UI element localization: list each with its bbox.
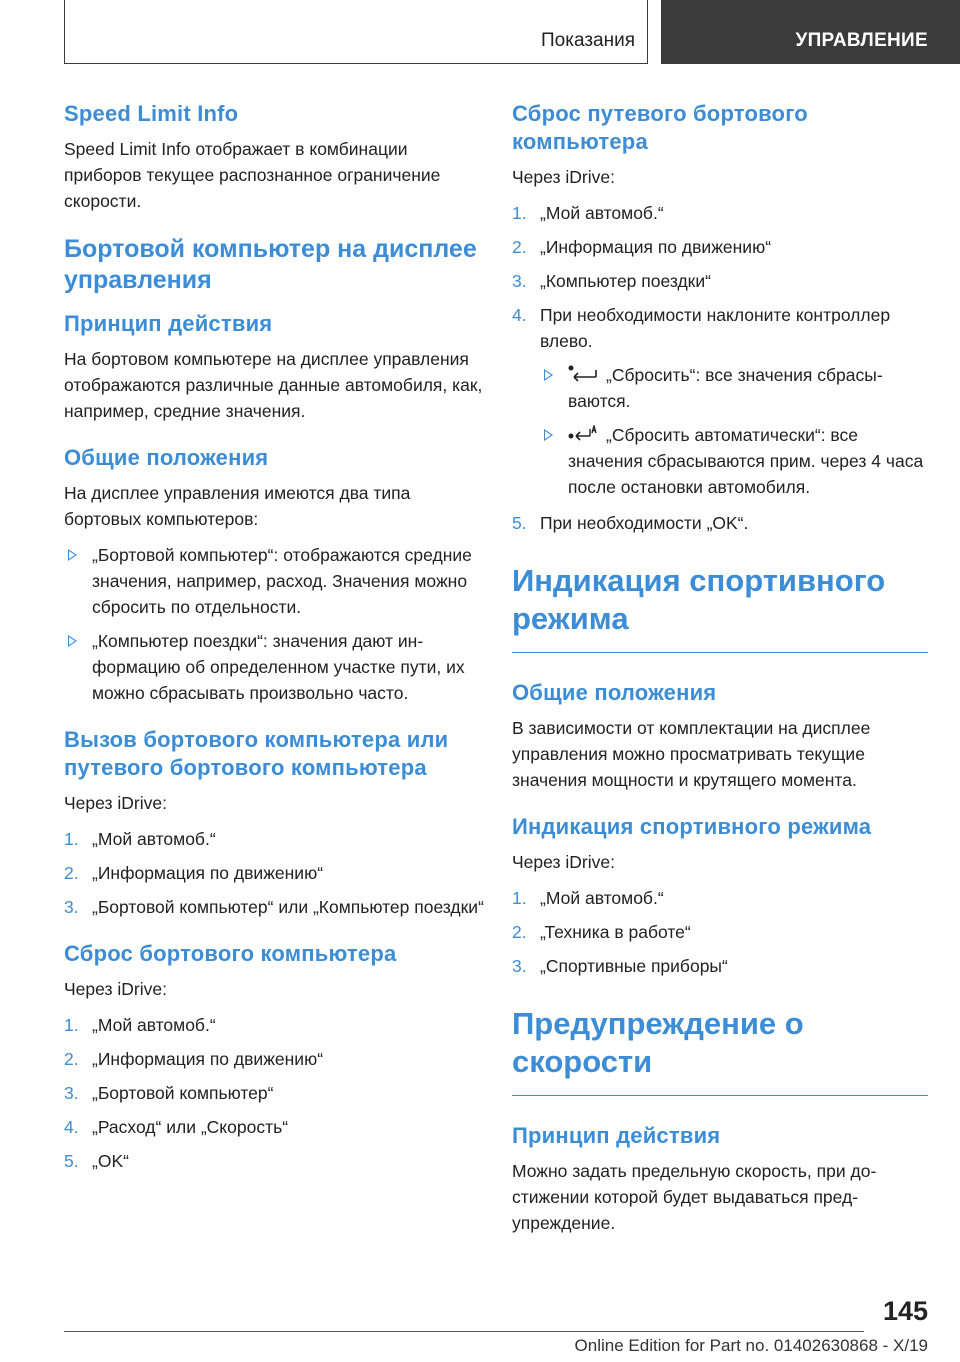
edition-text: Online Edition for Part no. 01402630868 - X/19: [574, 1336, 928, 1355]
list-item: „Бортовой компьютер“: отображаются средние значения, например, расход. Значения можно сбросить по отдельности.: [64, 542, 484, 620]
reset-steps: [64, 1012, 484, 1174]
right-column: [512, 100, 928, 1256]
list-item: „Сбросить“: все значения сбрасываются.: [540, 362, 928, 414]
auto-reset-icon: [568, 424, 598, 442]
warning-principle-text: Можно задать предельную скорость, при достижении которой будет выдаваться предупреждение.: [512, 1161, 877, 1233]
list-item: 4. „Расход“ или „Скорость“: [64, 1117, 289, 1137]
list-item: 1. „Мой автомоб.“: [512, 203, 664, 223]
page-header: [0, 0, 960, 66]
list-item: 2. „Техника в работе“: [512, 922, 691, 942]
call-steps: [64, 826, 484, 920]
trip-reset-steps: [512, 200, 928, 536]
general-text: На дисплее управления имеются два типа бортовых компьютеров:: [64, 483, 411, 529]
sport-steps: [512, 885, 928, 979]
speed-warning-heading: Предупреждение о скорости: [512, 1005, 928, 1096]
sport-intro: Через iDrive:: [512, 852, 615, 872]
triangle-bullet-icon: [68, 635, 77, 647]
list-item: 3. „Бортовой компьютер“: [64, 1083, 274, 1103]
triangle-bullet-icon: [68, 549, 77, 561]
principle-text: На бортовом компьютере на дисплее управления отображаются различные данные автомобиля, как, например, средние значения.: [64, 349, 483, 421]
left-column: [64, 100, 484, 1194]
speed-limit-text: Speed Limit Info отображает в комбинации приборов текущее распознанное ограничение скорости.: [64, 139, 441, 211]
section-label: Показания: [541, 30, 635, 51]
onboard-computer-heading: Бортовой компьютер на дисплее управления: [64, 235, 477, 294]
call-computer-heading: Вызов бортового компьютера или путевого бортового компьютера: [64, 727, 449, 780]
reset-computer-heading: Сброс бортового компьютера: [64, 941, 397, 966]
speed-limit-heading: Speed Limit Info: [64, 101, 239, 126]
list-item: 2. „Информация по движению“: [64, 1049, 324, 1069]
reset-intro: Через iDrive:: [64, 979, 167, 999]
list-item: 4. При необходимости наклоните контроллер влево. „Сбросить“: все значения сбрасываются. „Сбросить автоматически“: все значения сбрасываются прим. через 4 часа после остановки автомобиля.: [512, 302, 928, 500]
chapter-tab: [661, 0, 960, 64]
list-item: 1. „Мой автомоб.“: [64, 1015, 216, 1035]
principle-heading: Принцип действия: [64, 311, 273, 336]
list-item: 5. „OK“: [64, 1151, 129, 1171]
list-item: 3. „Спортивные приборы“: [512, 956, 728, 976]
warning-principle-heading: Принцип действия: [512, 1123, 721, 1148]
list-item: 2. „Информация по движению“: [512, 237, 772, 257]
list-item: 3. „Компьютер поездки“: [512, 271, 711, 291]
trip-reset-intro: Через iDrive:: [512, 167, 615, 187]
footer-divider: [64, 1331, 864, 1332]
list-item: 2. „Информация по движению“: [64, 863, 324, 883]
page-number: 145: [882, 1296, 928, 1326]
sport-display-heading: Индикация спортивного режима: [512, 562, 928, 653]
section-tab: [64, 0, 648, 64]
list-item: 1. „Мой автомоб.“: [64, 829, 216, 849]
list-item: 3. „Бортовой компьютер“ или „Компьютер поездки“: [64, 897, 484, 917]
call-intro: Через iDrive:: [64, 793, 167, 813]
reset-arrow-icon: [568, 364, 598, 382]
sport-sub-heading: Индикация спортивного режима: [512, 814, 872, 839]
list-item: „Сбросить автоматически“: все значения сбрасываются прим. через 4 часа после остановки автомобиля.: [540, 422, 928, 500]
triangle-bullet-icon: [544, 369, 553, 381]
reset-options: [540, 362, 928, 500]
list-item: „Компьютер поездки“: значения дают информацию об определенном участке пути, их можно сбрасывать произвольно часто.: [64, 628, 484, 706]
chapter-label: УПРАВЛЕНИЕ: [795, 30, 928, 51]
list-item: 5. При необходимости „OK“.: [512, 513, 749, 533]
sport-general-text: В зависимости от комплектации на дисплее управления можно просматривать текущие значения мощности и крутящего момента.: [512, 718, 871, 790]
trip-reset-heading: Сброс путевого бортового компьютера: [512, 101, 808, 154]
list-item: 1. „Мой автомоб.“: [512, 888, 664, 908]
triangle-bullet-icon: [544, 429, 553, 441]
computer-types-list: [64, 542, 484, 706]
general-heading: Общие положения: [64, 445, 269, 470]
sport-general-heading: Общие положения: [512, 680, 717, 705]
